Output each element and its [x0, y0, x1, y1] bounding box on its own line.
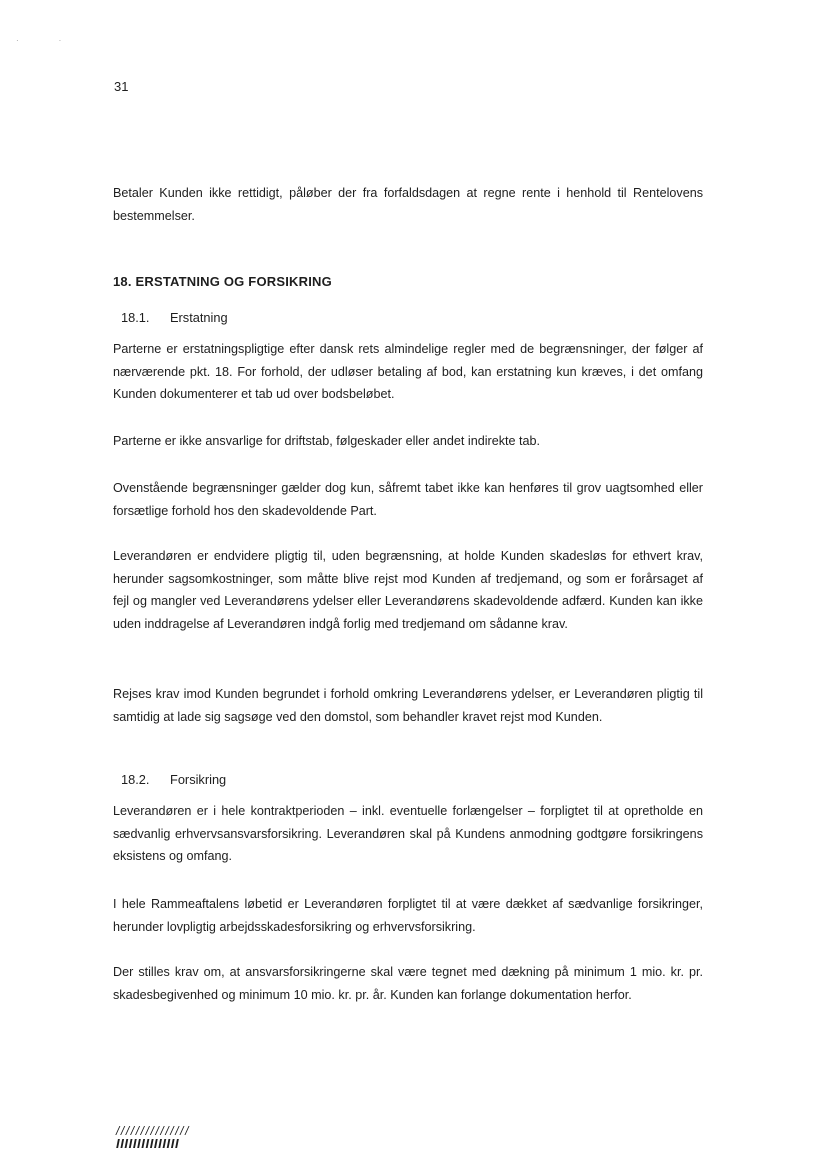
paragraph: Leverandøren er endvidere pligtig til, uden begrænsning, at holde Kunden skadesløs for ethvert krav, herunder sagsomkostninger, som måtte blive rejst mod Kunden af tredjemand, og som er forårsaget af fejl og mangler ved Leverandørens ydelser eller Leverandørens skadevoldende adfærd. Kunden kan ikke uden inddragelse af Leverandøren indgå forlig med tredjemand om sådanne krav. [113, 549, 703, 631]
subsection-title: Erstatning [170, 310, 228, 325]
paragraph: I hele Rammeaftalens løbetid er Leverandøren forpligtet til at være dækket af sædvanlige forsikringer, herunder lovpligtig arbejdsskadesforsikring og erhvervsforsikring. [113, 897, 703, 934]
subsection-heading-18-1 [121, 310, 228, 325]
document-control-marks [116, 1125, 246, 1151]
subsection-heading-18-2 [121, 772, 226, 787]
subsection-title: Forsikring [170, 772, 227, 787]
paragraph: Ovenstående begrænsninger gælder dog kun, såfremt tabet ikke kan henføres til grov uagtsomhed eller forsætlige forhold hos den skadevoldende Part. [113, 481, 703, 518]
subsection-number: 18.2. [121, 772, 150, 787]
intro-paragraph: Betaler Kunden ikke rettidigt, påløber der fra forfaldsdagen at regne rente i henhold til Rentelovens bestemmelser. [113, 186, 703, 223]
scan-specks: ·· [16, 36, 102, 45]
page-number: 31 [114, 79, 129, 94]
subsection-number: 18.1. [121, 310, 150, 325]
control-marks-row: IIIIIIIIIIIIIII [116, 1136, 180, 1151]
paragraph: Leverandøren er i hele kontraktperioden – inkl. eventuelle forlængelser – forpligtet til at opretholde en sædvanlig erhvervsansvarsforsikring. Leverandøren skal på Kundens anmodning godtgøre forsikringens eksistens og omfang. [113, 804, 703, 863]
control-marks-row: /////////////// [116, 1124, 191, 1138]
section-heading: 18. ERSTATNING OG FORSIKRING [113, 274, 332, 289]
paragraph: Der stilles krav om, at ansvarsforsikringerne skal være tegnet med dækning på minimum 1 mio. kr. pr. skadesbegivenhed og minimum 10 mio. kr. pr. år. Kunden kan forlange dokumentation herfor. [113, 965, 703, 1002]
paragraph: Parterne er ikke ansvarlige for driftstab, følgeskader eller andet indirekte tab. [113, 434, 541, 448]
paragraph: Rejses krav imod Kunden begrundet i forhold omkring Leverandørens ydelser, er Leverandøren pligtig til samtidig at lade sig sagsøge ved den domstol, som behandler kravet rejst mod Kunden. [113, 687, 703, 724]
paragraph: Parterne er erstatningspligtige efter dansk rets almindelige regler med de begrænsninger, der følger af nærværende pkt. 18. For forhold, der udløser betaling af bod, kan erstatning kun kræves, i det omfang Kunden dokumenterer et tab ud over bodsbeløbet. [113, 342, 703, 401]
